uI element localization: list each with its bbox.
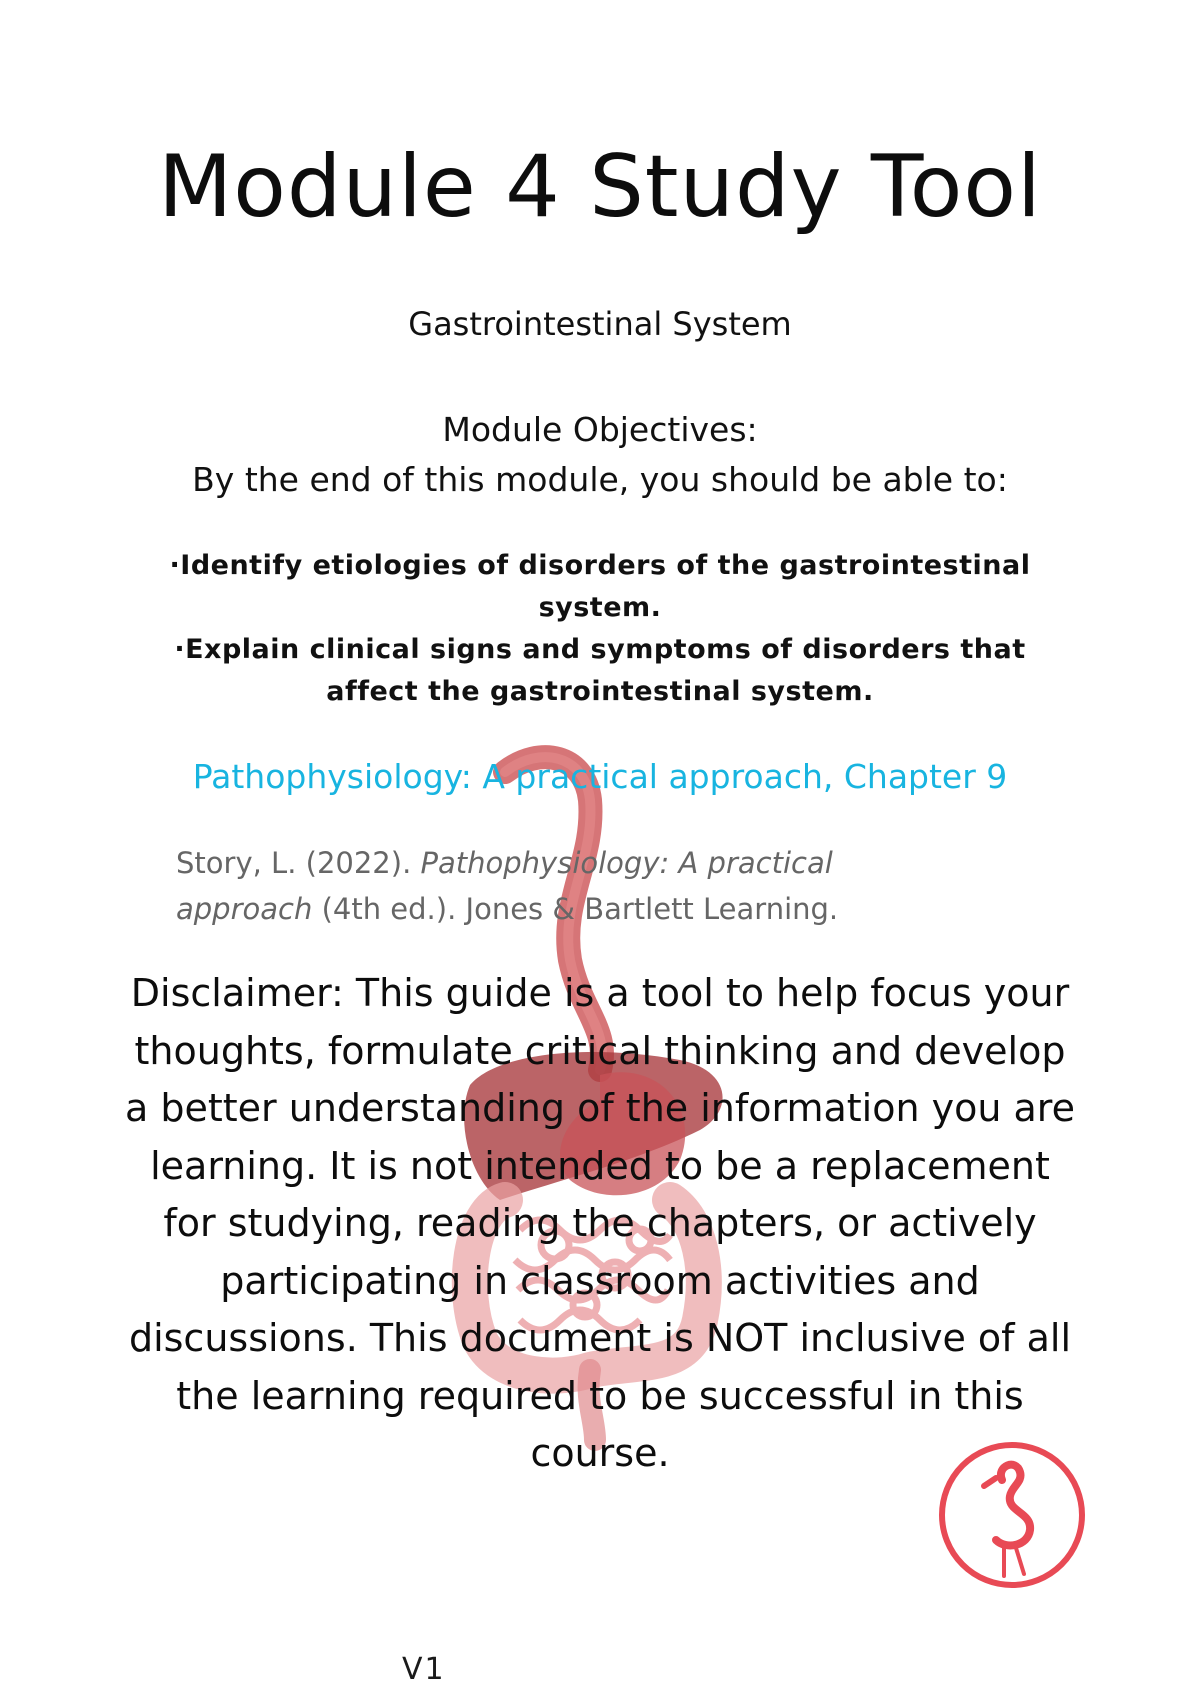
citation-book-title: Pathophysiology: A practical approach	[176, 846, 833, 926]
page-subtitle: Gastrointestinal System	[408, 305, 792, 343]
objectives-intro: By the end of this module, you should be able to:	[192, 460, 1008, 499]
objective-item: ·Explain clinical signs and symptoms of disorders that affect the gastrointestinal system.	[174, 634, 1026, 707]
chapter-reference: Pathophysiology: A practical approach, Chapter 9	[192, 757, 1008, 796]
disclaimer-text: Disclaimer: This guide is a tool to help focus your thoughts, formulate critical thinking and develop a better understanding of the information you are learning. It is not intended to be a replacement for studying, reading the chapters, or actively participating in classroom activities and discussions. This document is NOT inclusive of all the learning required to be successful in this course.	[125, 971, 1075, 1475]
page-title: Module 4 Study Tool	[158, 137, 1042, 237]
citation-author-year: Story, L. (2022).	[176, 846, 421, 880]
citation	[176, 840, 936, 932]
objectives-list	[140, 545, 1060, 713]
objectives-heading: Module Objectives:	[442, 410, 758, 449]
objective-item: ·Identify etiologies of disorders of the gastrointestinal system.	[169, 550, 1031, 623]
citation-edition-publisher: (4th ed.). Jones & Bartlett Learning.	[312, 892, 839, 926]
version-label: V1	[402, 1652, 446, 1687]
